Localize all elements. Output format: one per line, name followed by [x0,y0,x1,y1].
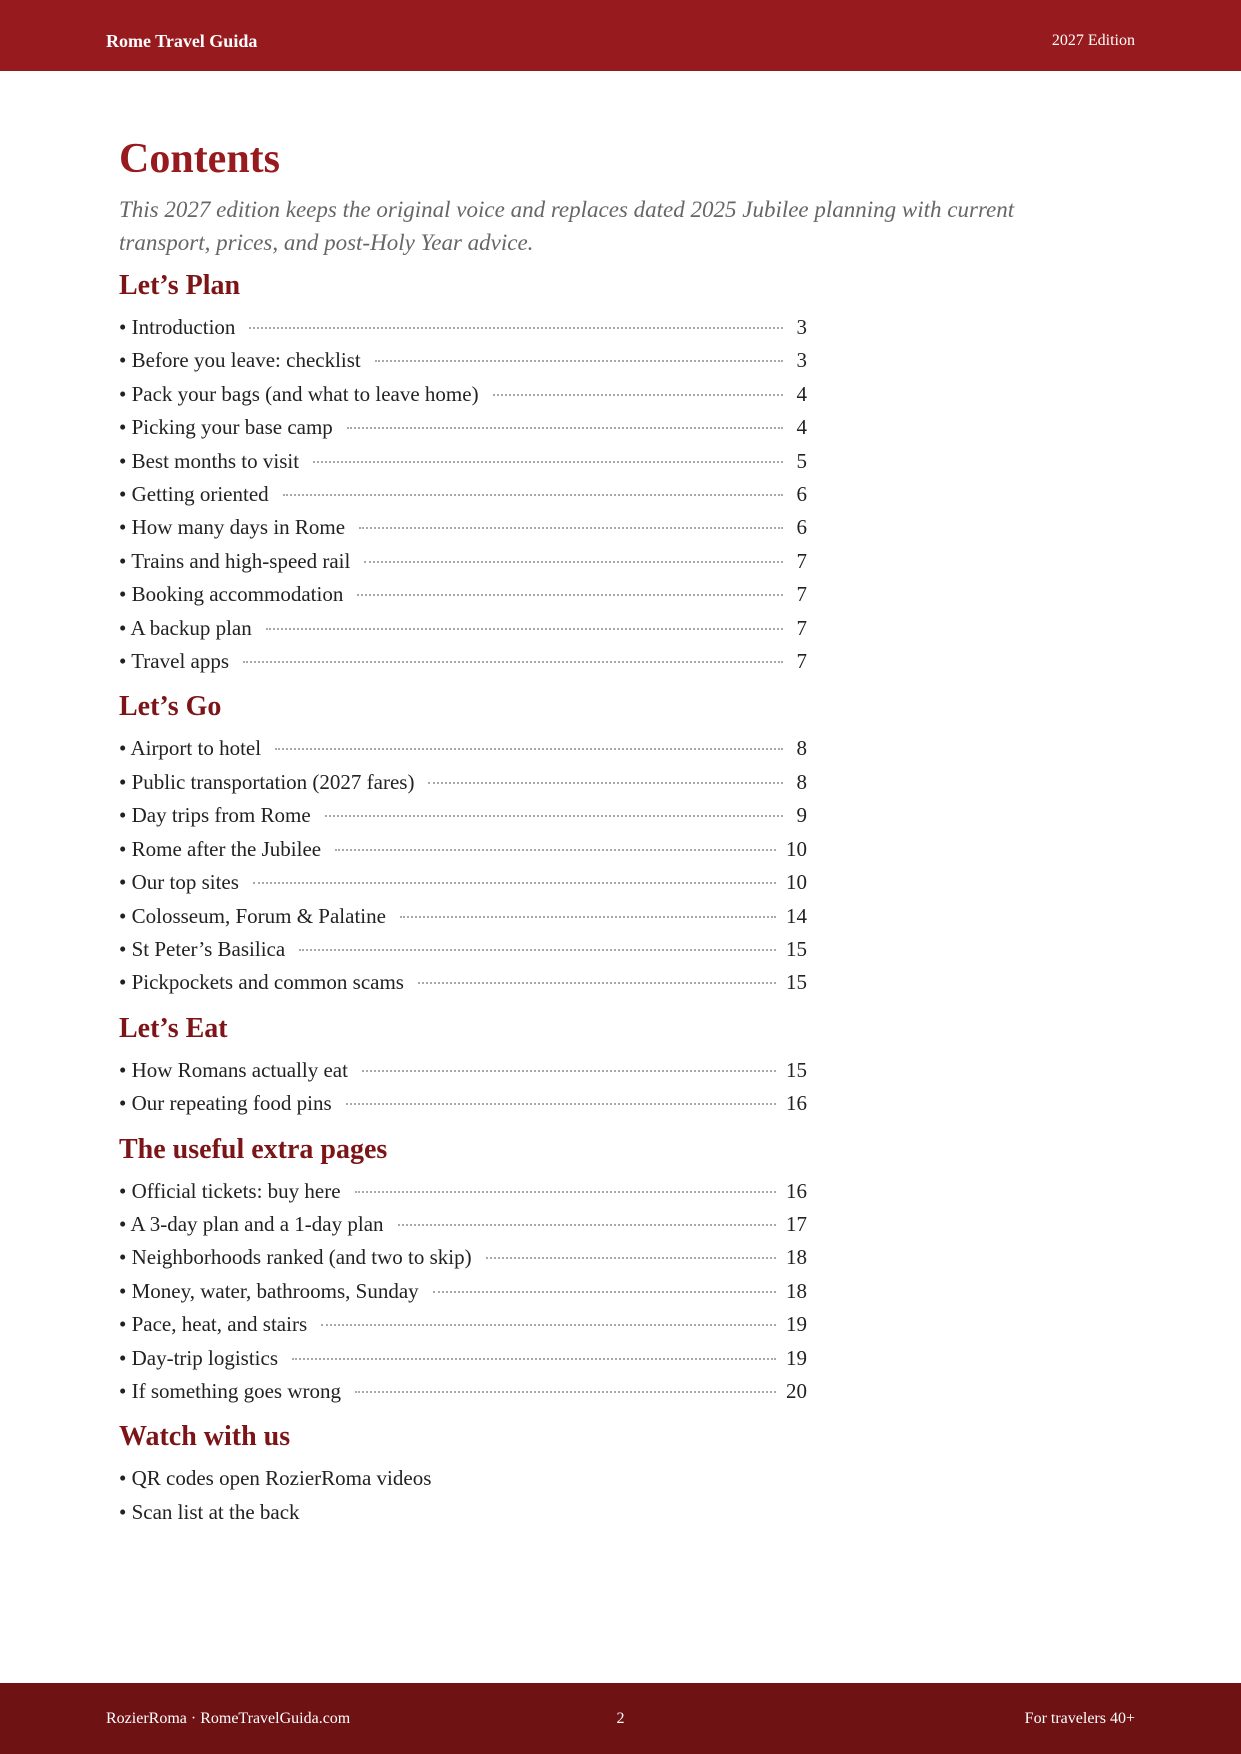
toc-entry-label: • St Peter’s Basilica [119,936,286,961]
toc-entry[interactable] [119,1054,807,1087]
toc-entry[interactable] [119,766,807,799]
toc-page-number: 8 [796,736,807,761]
dot-leader [486,1257,776,1259]
dot-leader [275,748,783,750]
toc-entry-label: • Before you leave: checklist [119,348,361,373]
toc-entry-label: • Pickpockets and common scams [119,970,404,995]
dot-leader [375,360,783,362]
toc-entry[interactable] [119,1342,807,1375]
toc-entry-label: • A 3-day plan and a 1-day plan [119,1211,384,1236]
toc-page-number: 7 [796,615,807,640]
footer-site: RozierRoma · RomeTravelGuida.com [106,1710,351,1727]
toc-entry-label: • Rome after the Jubilee [119,836,322,861]
toc-page-number: 9 [796,803,807,828]
dot-leader [346,1103,776,1105]
dot-leader [325,815,783,817]
dot-leader [243,661,783,663]
toc-entry[interactable] [119,578,807,611]
section-heading: The useful extra pages [119,1133,388,1165]
toc-page-number: 17 [786,1211,807,1236]
toc-entry[interactable] [119,612,807,645]
toc-entry[interactable] [119,1241,807,1274]
toc-page-number: 8 [796,769,807,794]
guide-brand: Rome Travel Guida [106,31,258,51]
toc-entry-label: • If something goes wrong [119,1378,341,1403]
toc-entry[interactable] [119,311,807,344]
section-watch-with-us [119,1417,1129,1529]
toc-entry[interactable] [119,732,807,765]
dot-leader [433,1291,776,1293]
section-useful-extra-pages [119,1130,1129,1409]
intro-text: This 2027 edition keeps the original voice and replaces dated 2025 Jubilee planning with current transport, prices, and post-Holy Year advice. [119,197,1015,255]
list-item: • Scan list at the back [119,1499,300,1524]
toc-entry[interactable] [119,833,807,866]
dot-leader [266,628,783,630]
toc-list [119,1054,807,1121]
toc-entry-label: • Introduction [119,315,236,339]
section-heading: Let’s Go [119,691,222,723]
dot-leader [398,1224,776,1226]
toc-page-number: 18 [786,1245,807,1270]
toc-entry-label: • Day trips from Rome [119,803,311,828]
toc-entry[interactable] [119,1308,807,1341]
section-lets-plan [119,266,1129,678]
toc-entry[interactable] [119,933,807,966]
toc-entry[interactable] [119,344,807,377]
toc-page-number: 3 [796,315,807,339]
toc-entry-label: • Pack your bags (and what to leave home) [119,381,479,406]
toc-page-number: 19 [786,1345,807,1370]
toc-entry[interactable] [119,799,807,832]
toc-entry[interactable] [119,378,807,411]
dot-leader [313,461,783,463]
toc-entry[interactable] [119,411,807,444]
toc-entry[interactable] [119,445,807,478]
toc-entry[interactable] [119,900,807,933]
toc-list [119,311,807,678]
toc-page-number: 7 [796,649,807,674]
footer-audience: For travelers 40+ [1024,1710,1135,1727]
toc-entry[interactable] [119,1087,807,1120]
toc-entry-label: • A backup plan [119,615,252,640]
toc-entry-label: • Colosseum, Forum & Palatine [119,903,386,928]
toc-page-number: 14 [786,903,807,928]
toc-list [119,732,807,999]
dot-leader [249,327,783,329]
dot-leader [428,782,783,784]
section-lets-go [119,687,1129,999]
dot-leader [253,882,776,884]
toc-entry[interactable] [119,511,807,544]
toc-page-number: 15 [786,1057,807,1082]
toc-entry[interactable] [119,1275,807,1308]
dot-leader [335,849,776,851]
toc-entry-label: • How many days in Rome [119,515,346,540]
toc-page-number: 4 [796,381,807,406]
toc-entry-label: • Neighborhoods ranked (and two to skip) [119,1245,472,1270]
toc-entry-label: • Picking your base camp [119,415,333,440]
toc-page-number: 15 [786,936,807,961]
toc-page-number: 15 [786,970,807,995]
toc-entry-label: • Public transportation (2027 fares) [119,769,415,794]
toc-entry-label: • Official tickets: buy here [119,1178,341,1203]
section-heading: Let’s Eat [119,1012,228,1044]
page-title: Contents [119,136,281,182]
toc-entry[interactable] [119,545,807,578]
dot-leader [347,427,783,429]
toc-entry[interactable] [119,966,807,999]
toc-entry-label: • Trains and high-speed rail [119,548,351,573]
toc-page-number: 19 [786,1312,807,1337]
page-number: 2 [616,1710,625,1727]
toc-entry-label: • Booking accommodation [119,582,344,607]
dot-leader [357,594,783,596]
toc-page-number: 16 [786,1091,807,1116]
section-heading: Watch with us [119,1421,291,1453]
toc-page-number: 6 [796,482,807,507]
toc-entry-label: • Best months to visit [119,448,300,473]
toc-entry-label: • Getting oriented [119,482,269,507]
dot-leader [400,916,776,918]
dot-leader [355,1391,776,1393]
toc-entry-label: • How Romans actually eat [119,1057,348,1082]
section-lets-eat [119,1009,1129,1121]
toc-page-number: 4 [796,415,807,440]
toc-entry[interactable] [119,645,807,678]
toc-entry[interactable] [119,1375,807,1408]
dot-leader [283,494,783,496]
toc-entry-label: • Money, water, bathrooms, Sunday [119,1278,419,1303]
toc-entry-label: • Day-trip logistics [119,1345,278,1370]
toc-entry-label: • Travel apps [119,649,230,674]
contents-page [119,128,1129,1529]
toc-entry[interactable] [119,866,807,899]
toc-page-number: 6 [796,515,807,540]
video-list [119,1462,1129,1529]
toc-list [119,1175,807,1409]
toc-entry[interactable] [119,1175,807,1208]
toc-page-number: 5 [796,448,807,473]
toc-entry[interactable] [119,478,807,511]
toc-page-number: 18 [786,1278,807,1303]
toc-page-number: 7 [796,548,807,573]
toc-entry-label: • Our top sites [119,870,239,895]
header-bar [0,0,1241,71]
toc-page-number: 10 [786,836,807,861]
toc-entry-label: • Airport to hotel [119,736,262,761]
edition-label: 2027 Edition [1051,32,1135,49]
toc-page-number: 3 [796,348,807,373]
dot-leader [321,1324,776,1326]
dot-leader [355,1191,776,1193]
dot-leader [359,527,783,529]
dot-leader [292,1358,776,1360]
toc-entry-label: • Our repeating food pins [119,1091,332,1116]
list-item: • QR codes open RozierRoma videos [119,1466,432,1491]
toc-entry-label: • Pace, heat, and stairs [119,1312,308,1337]
toc-entry[interactable] [119,1208,807,1241]
dot-leader [362,1070,776,1072]
section-heading: Let’s Plan [119,270,241,301]
dot-leader [299,949,776,951]
toc-page-number: 10 [786,870,807,895]
toc-page-number: 16 [786,1178,807,1203]
footer-bar [0,1683,1241,1754]
toc-page-number: 20 [786,1378,807,1403]
toc-page-number: 7 [796,582,807,607]
dot-leader [364,561,783,563]
dot-leader [418,982,776,984]
dot-leader [493,394,783,396]
